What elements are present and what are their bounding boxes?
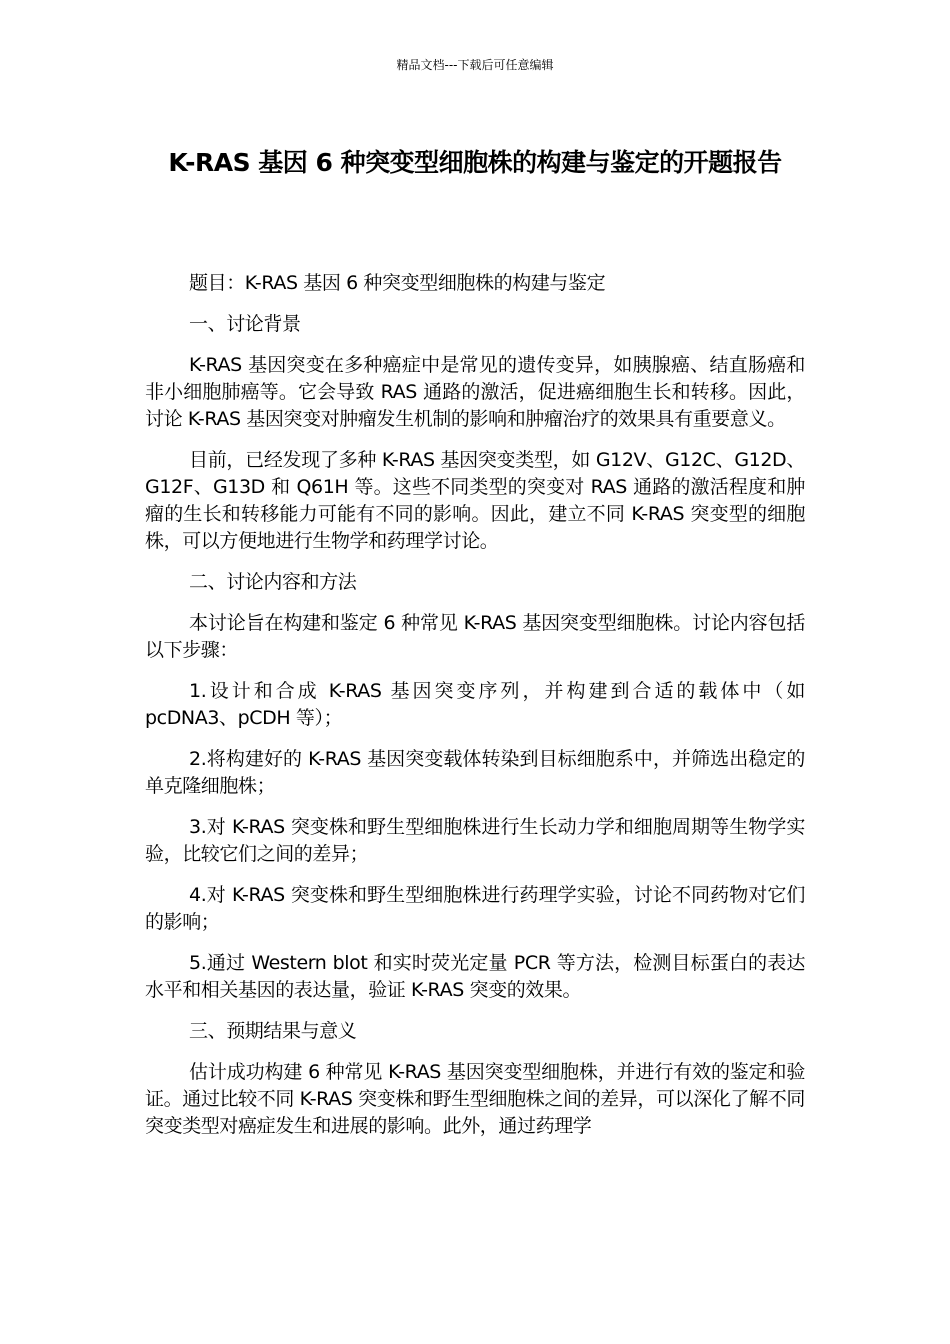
topic-line: 题目：K-RAS 基因 6 种突变型细胞株的构建与鉴定	[189, 272, 606, 294]
document-title: K-RAS 基因 6 种突变型细胞株的构建与鉴定的开题报告	[168, 148, 782, 177]
method-step-3: 3.对 K-RAS 突变株和野生型细胞株进行生长动力学和细胞周期等生物学实验，比较它们之间的差异；	[145, 816, 805, 865]
expected-results-paragraph: 估计成功构建 6 种常见 K-RAS 基因突变型细胞株，并进行有效的鉴定和验证。通过比较不同 K-RAS 突变株和野生型细胞株之间的差异，可以深化了解不同突变类型对癌症发生和进展的影响。此外，通过药理学	[145, 1061, 805, 1137]
page-header: 精品文档---下载后可任意编辑	[396, 58, 554, 72]
section-heading-methods: 二、讨论内容和方法	[189, 571, 357, 593]
section-heading-background: 一、讨论背景	[189, 313, 301, 335]
methods-intro-paragraph: 本讨论旨在构建和鉴定 6 种常见 K-RAS 基因突变型细胞株。讨论内容包括以下步骤：	[145, 612, 805, 661]
document-body	[145, 270, 805, 1154]
method-step-1: 1.设计和合成 K-RAS 基因突变序列，并构建到合适的载体中（如 pcDNA3、pCDH 等）；	[145, 680, 805, 729]
background-paragraph-2: 目前，已经发现了多种 K-RAS 基因突变类型，如 G12V、G12C、G12D、G12F、G13D 和 Q61H 等。这些不同类型的突变对 RAS 通路的激活程度和肿瘤的生长和转移能力可能有不同的影响。因此，建立不同 K-RAS 突变型的细胞株，可以方便地进行生物学和药理学讨论。	[145, 449, 805, 552]
method-step-5: 5.通过 Western blot 和实时荧光定量 PCR 等方法，检测目标蛋白的表达水平和相关基因的表达量，验证 K-RAS 突变的效果。	[145, 952, 805, 1001]
section-heading-expected-results: 三、预期结果与意义	[189, 1020, 357, 1042]
method-step-4: 4.对 K-RAS 突变株和野生型细胞株进行药理学实验，讨论不同药物对它们的影响；	[145, 884, 805, 933]
background-paragraph-1: K-RAS 基因突变在多种癌症中是常见的遗传变异，如胰腺癌、结直肠癌和非小细胞肺癌等。它会导致 RAS 通路的激活，促进癌细胞生长和转移。因此，讨论 K-RAS 基因突变对肿瘤发生机制的影响和肿瘤治疗的效果具有重要意义。	[145, 354, 805, 430]
method-step-2: 2.将构建好的 K-RAS 基因突变载体转染到目标细胞系中，并筛选出稳定的单克隆细胞株；	[145, 748, 805, 797]
